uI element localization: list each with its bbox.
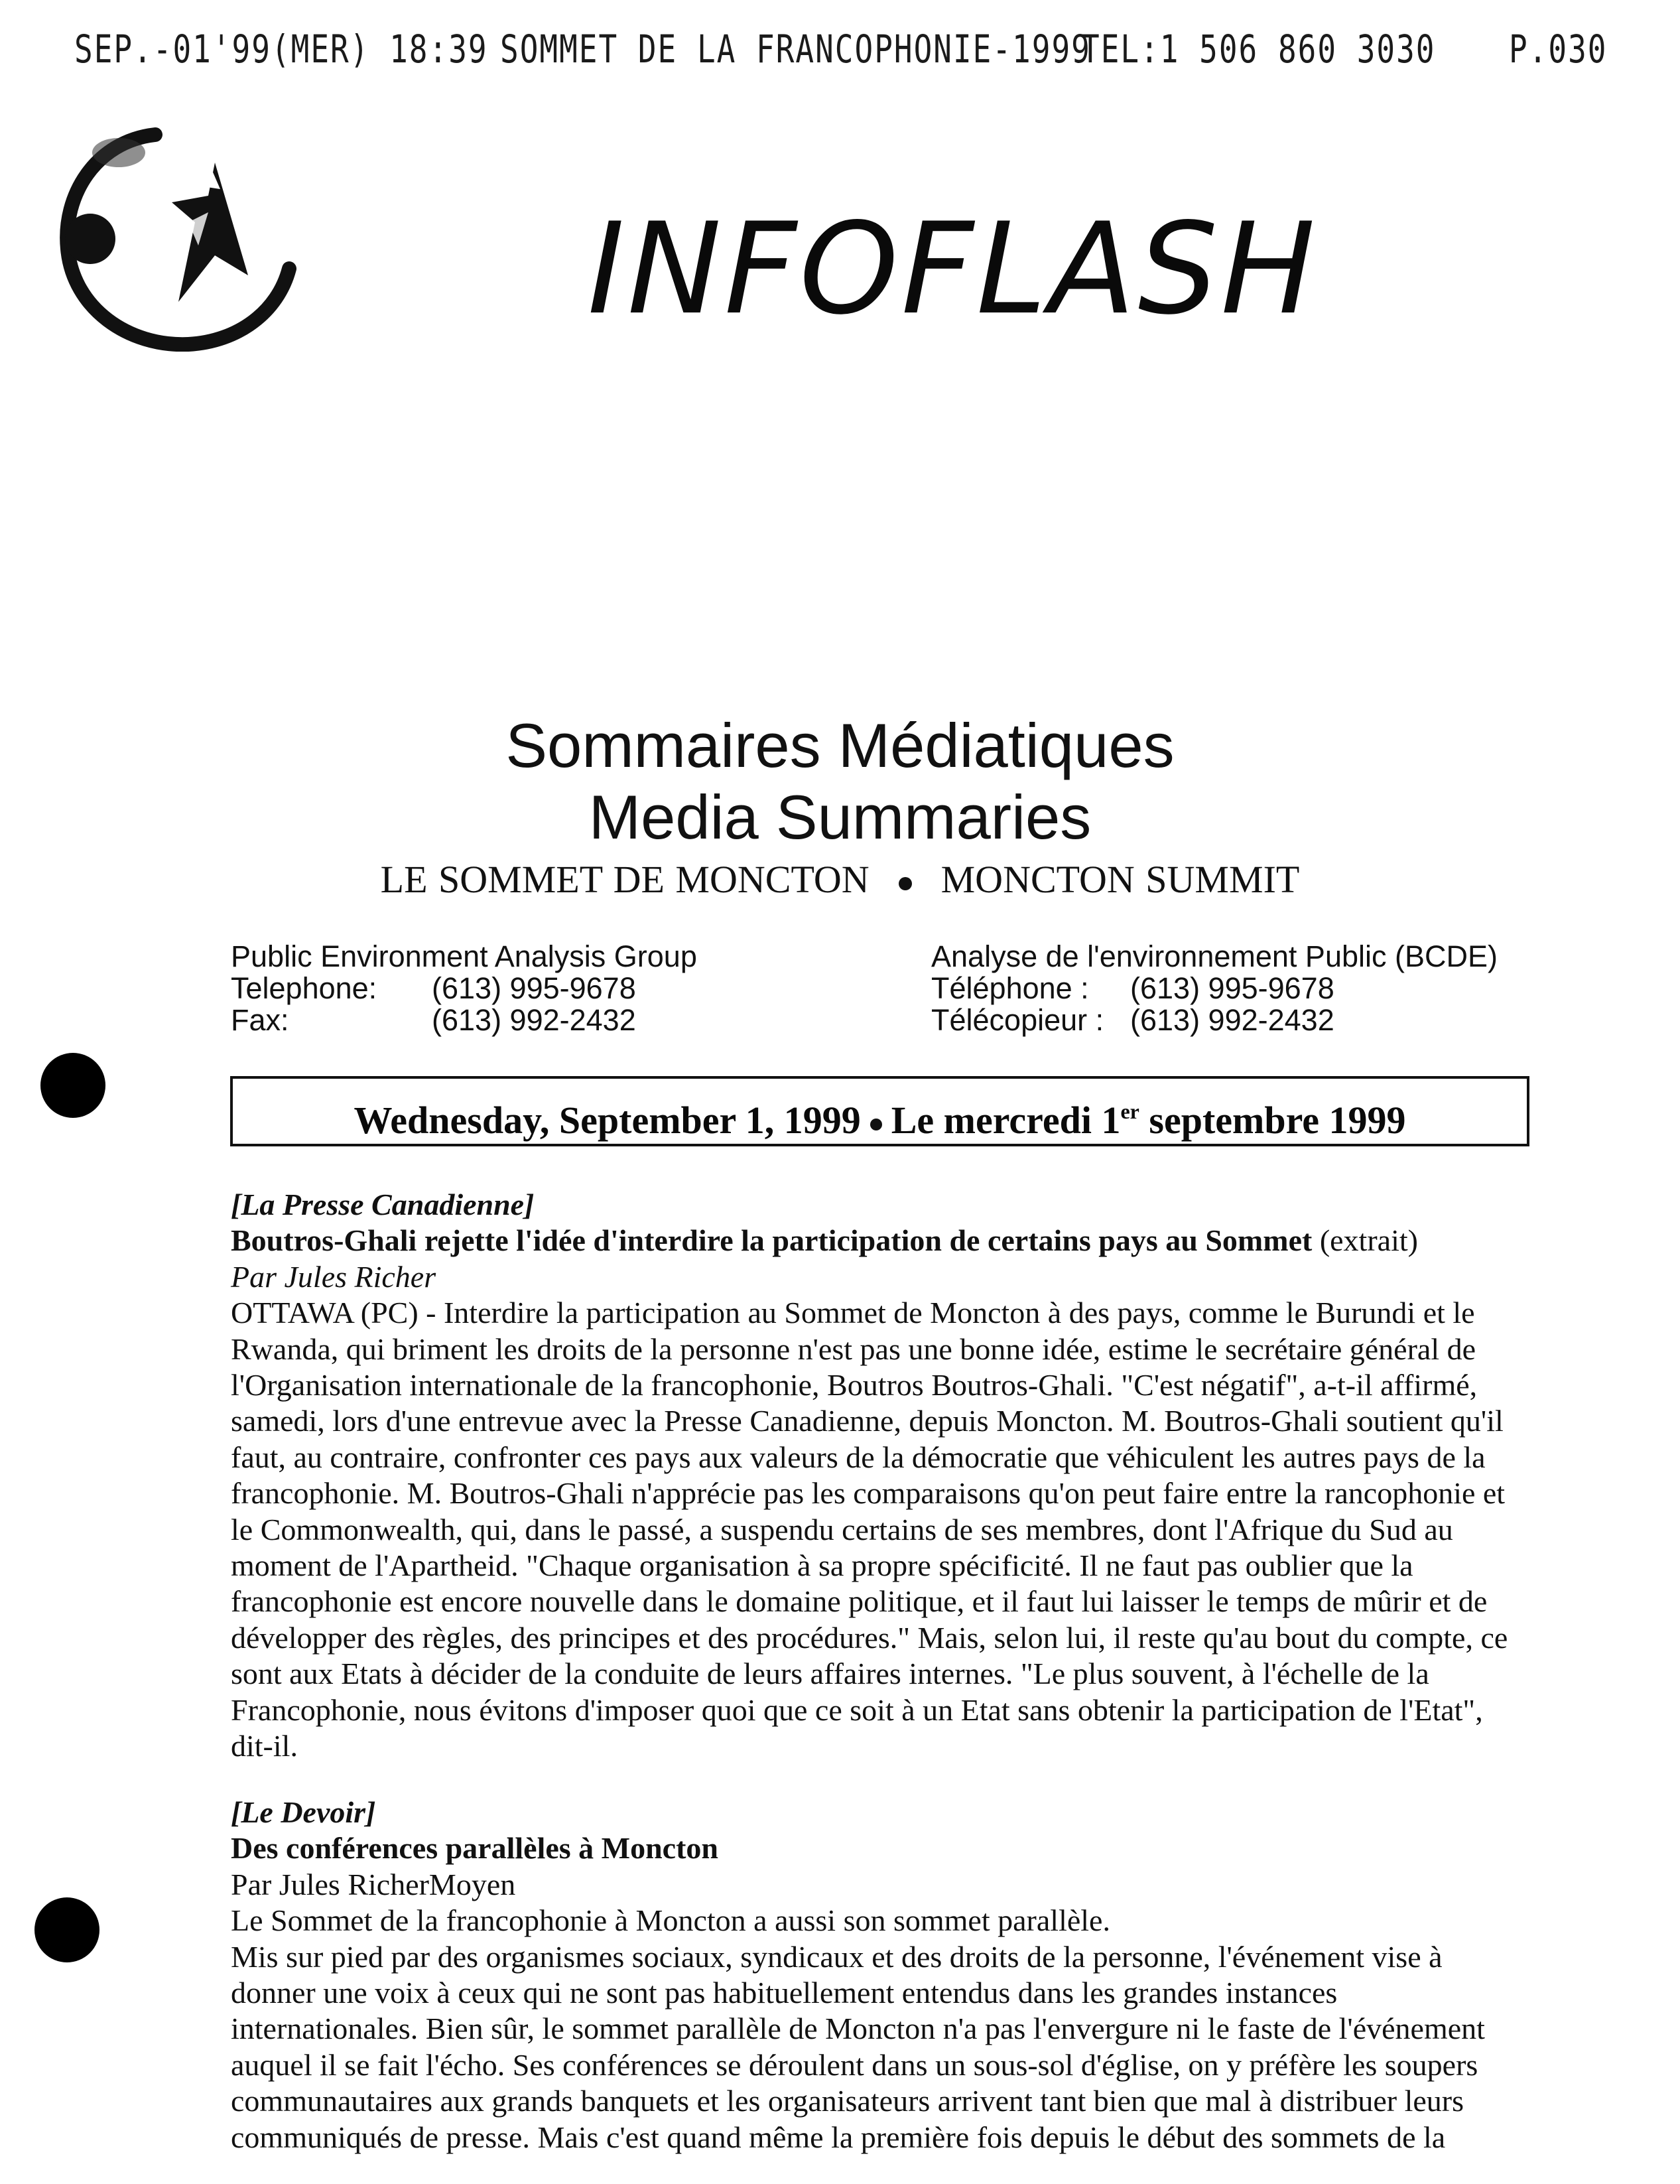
fax-datetime: SEP.-01'99(MER) 18:39 <box>74 27 488 72</box>
infoflash-title: INFOFLASH <box>587 196 1319 342</box>
punch-hole <box>40 1053 105 1118</box>
contact-fax-row-fr <box>931 1004 1498 1036</box>
bullet-separator <box>870 1119 882 1130</box>
article-source: [La Presse Canadienne] <box>231 1188 535 1221</box>
fax-page-number: P.030 <box>1509 27 1608 72</box>
date-fr-prefix: Le mercredi 1 <box>891 1099 1121 1142</box>
headline-text: Boutros-Ghali rejette l'idée d'interdire la participation de certains pays au Sommet <box>231 1223 1313 1258</box>
contact-block-fr <box>931 941 1498 1036</box>
article-headline <box>231 1223 1531 1259</box>
date-fr-suffix: septembre 1999 <box>1139 1099 1406 1142</box>
contact-block-en <box>231 941 697 1036</box>
media-summaries-title-en: Media Summaries <box>588 782 1092 852</box>
phone-number: (613) 995-9678 <box>1130 971 1334 1005</box>
article-body-paragraph: OTTAWA (PC) - Interdire la participation au Sommet de Moncton à des pays, comme le Burundi et le Rwanda, qui briment les droits de la personne n'est pas une bonne idée, estime le secrétaire général de l'Organisation internationale de la francophonie, Boutros Boutros-Ghali. "C'est négatif", a-t-il affirmé, samedi, lors d'une entrevue avec la Presse Canadienne, depuis Moncton. M. Boutros-Ghali soutient qu'il faut, au contraire, confronter ces pays aux valeurs de la démocratie que véhiculent les autres pays de la francophonie. M. Boutros-Ghali n'apprécie pas les comparaisons qu'on peut faire entre la rancophonie et le Commonwealth, qui, dans le passé, a suspendu certains de ses membres, dont l'Afrique du Sud au moment de l'Apartheid. "Chaque organisation à sa propre spécificité. Il ne faut pas oublier que la francophonie est encore nouvelle dans le domaine politique, et il faut lui laisser le temps de mûrir et de développer des règles, des principes et des procédures." Mais, selon lui, il reste qu'au bout du compte, ce sont aux Etats à décider de la conduite de leurs affaires internes. "Le plus souvent, à l'échelle de la Francophonie, nous évitons d'imposer quoi que ce soit à un Etat sans obtenir la participation de l'Etat", dit-il. <box>231 1296 1508 1763</box>
article-byline: Par Jules RicherMoyen <box>231 1867 516 1901</box>
fax-label: Télécopieur : <box>931 1003 1104 1037</box>
fax-number: (613) 992-2432 <box>432 1003 636 1037</box>
article-byline: Par Jules Richer <box>231 1259 436 1294</box>
date-banner <box>230 1076 1529 1146</box>
article-source: [Le Devoir] <box>231 1795 376 1829</box>
article-le-devoir <box>231 1795 1531 2184</box>
article-presse-canadienne <box>231 1187 1531 1765</box>
fax-sender: SOMMET DE LA FRANCOPHONIE-1999 <box>500 27 1091 72</box>
punch-hole <box>34 1897 99 1962</box>
fax-tel: TEL:1 506 860 3030 <box>1081 27 1436 72</box>
headline-note: (extrait) <box>1319 1223 1418 1258</box>
article-body-paragraph: Le Sommet de la francophonie à Moncton a aussi son sommet parallèle. <box>231 1903 1110 1938</box>
fax-header <box>0 27 1680 85</box>
article-headline: Des conférences parallèles à Moncton <box>231 1831 718 1866</box>
summit-name-en: MONCTON SUMMIT <box>940 858 1300 901</box>
contact-fax-row-en <box>231 1004 697 1036</box>
date-fr-superscript: er <box>1120 1099 1139 1123</box>
date-en: Wednesday, September 1, 1999 <box>354 1099 861 1142</box>
contact-org-fr: Analyse de l'environnement Public (BCDE) <box>931 939 1498 973</box>
summit-name-fr: LE SOMMET DE MONCTON <box>380 858 870 901</box>
phone-label: Téléphone : <box>931 971 1089 1005</box>
phone-number: (613) 995-9678 <box>432 971 636 1005</box>
fax-label: Fax: <box>231 1003 289 1037</box>
summit-line <box>0 857 1680 902</box>
bullet-separator <box>899 877 912 890</box>
contact-phone-row-fr <box>931 973 1498 1004</box>
fax-number: (613) 992-2432 <box>1130 1003 1334 1037</box>
contact-phone-row-en <box>231 973 697 1004</box>
contact-org-en: Public Environment Analysis Group <box>231 939 697 973</box>
article-body-paragraph: Mis sur pied par des organismes sociaux, syndicaux et des droits de la personne, l'événement vise à donner une voix à ceux qui ne sont pas habituellement entendus dans les grandes instances internationales. Bien sûr, le sommet parallèle de Moncton n'a pas l'envergure ni le faste de l'événement auquel il se fait l'écho. Ses conférences se déroulent dans un sous-sol d'église, on y préfère les soupers communautaires aux grands banquets et les organisateurs arrivent tant bien que mal à distribuer leurs communiqués de presse. Mais c'est quand même la première fois depuis le début des sommets de la <box>231 1939 1485 2154</box>
media-summaries-title-fr: Sommaires Médiatiques <box>505 711 1175 780</box>
phone-label: Telephone: <box>231 971 377 1005</box>
